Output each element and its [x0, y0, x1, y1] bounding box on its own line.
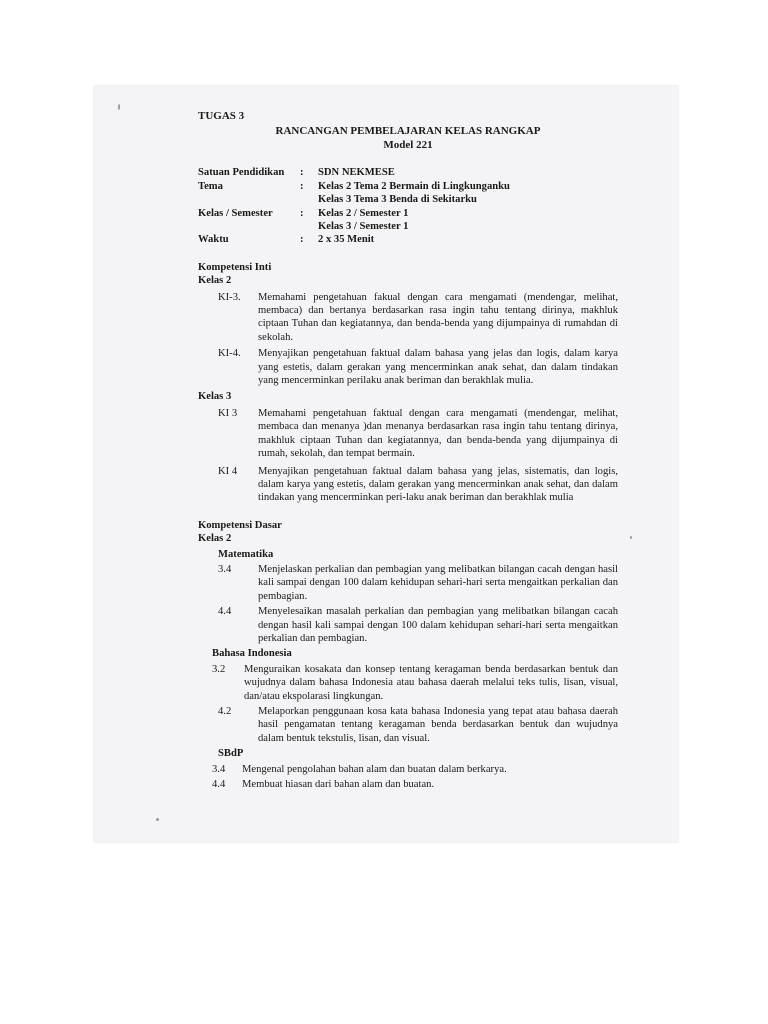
meta-value: 2 x 35 Menit: [318, 234, 375, 246]
meta-value: Kelas 3 / Semester 1: [318, 221, 409, 233]
kd-item: [198, 663, 618, 703]
ki-text: Menyajikan pengetahuan faktual dalam bahasa yang jelas dan logis, dalam karya yang estetis, dalam gerakan yang mencerminkan anak sehat, dan dalam tindakan yang mencerminkan perilaku anak beriman dan berakhlak mulia.: [258, 348, 618, 387]
kd-text: Menjelaskan perkalian dan pembagian yang melibatkan bilangan cacah dengan hasil kali sampai dengan 100 dalam kehidupan sehari-hari serta mengaitkan perkalian dan pembagian.: [258, 563, 618, 602]
kd-code: 4.4: [218, 606, 232, 618]
subject-title: Matematika: [218, 548, 274, 560]
meta-block: [198, 166, 618, 246]
meta-values: [318, 207, 618, 234]
kd-item: [198, 763, 618, 776]
kd-item: [198, 563, 618, 603]
kd-item: [198, 778, 618, 791]
kd-text: Membuat hiasan dari bahan alam dan buatan.: [242, 779, 435, 791]
kd-code: 4.4: [212, 779, 226, 791]
meta-colon: :: [300, 167, 304, 179]
ki-item: [198, 347, 618, 387]
kd-text: Mengenal pengolahan bahan alam dan buatan dalam berkarya.: [242, 763, 507, 775]
ki-text: Memahami pengetahuan fakual dengan cara mengamati (mendengar, melihat, membaca) dan bertanya berdasarkan rasa ingin tahu tentang dirinya, makhluk ciptaan Tuhan dan kegiatannya, dan benda-benda yang dijumpainya di rumahdan di sekolah.: [258, 291, 618, 343]
kd-text: Menyelesaikan masalah perkalian dan pembagian yang melibatkan bilangan cacah dengan hasil kali sampai dengan 100 dalam kehidupan sehari-hari serta mengaitkan perkalian dan pembagian.: [258, 606, 618, 644]
meta-values: [318, 233, 618, 246]
scanned-page: [94, 86, 678, 842]
ki-item: [198, 407, 618, 461]
meta-row-waktu: [198, 233, 618, 246]
kd-text: Menguraikan kosakata dan konsep tentang keragaman benda berdasarkan bentuk dan wujudnya dalam bahasa Indonesia atau bahasa daerah melalui teks tulis, lisan, visual, dan/atau ekspolarasi lingkungan.: [244, 663, 618, 702]
meta-row-kelas-semester: [198, 207, 618, 234]
ki-code: KI-3.: [218, 291, 241, 303]
kompetensi-dasar-title: Kompetensi Dasar: [198, 519, 282, 531]
ki-class-title: Kelas 3: [198, 390, 232, 402]
document-label: TUGAS 3: [198, 110, 245, 122]
meta-row-tema: [198, 180, 618, 207]
kd-code: 3.2: [212, 663, 226, 675]
kd-code: 3.4: [212, 763, 226, 775]
meta-value: Kelas 3 Tema 3 Benda di Sekitarku: [318, 194, 477, 206]
meta-value: SDN NEKMESE: [318, 167, 395, 179]
meta-colon: :: [300, 207, 304, 219]
kd-code: 3.4: [218, 563, 232, 575]
kompetensi-inti-title: Kompetensi Inti: [198, 261, 272, 273]
meta-colon: :: [300, 234, 304, 246]
meta-colon: :: [300, 180, 304, 192]
ki-code: KI 4: [218, 465, 238, 477]
ki-text: Menyajikan pengetahuan faktual dalam bahasa yang jelas, sistematis, dan logis, dalam karya yang estetis, dalam gerakan yang mencerminkan anak sehat, dan dalam tindakan yang mencerminkan peri-laku anak beriman dan berakhlak mulia: [258, 465, 618, 504]
ki-text: Memahami pengetahuan faktual dengan cara mengamati (mendengar, melihat, membaca dan menanya )dan menanya berdasarkan rasa ingin tahu tentang dirinya, makhluk ciptaan Tuhan dan kegiatannya, dan benda-benda yang dijumpainya di rumah, sekolah, dan tempat bermain.: [258, 407, 618, 460]
subject-title: Bahasa Indonesia: [212, 648, 292, 660]
document-subtitle: Model 221: [383, 139, 433, 152]
scan-speck: [118, 104, 120, 110]
kd-class-title: Kelas 2: [198, 533, 232, 545]
kd-item: [198, 605, 618, 645]
ki-code: KI-4.: [218, 348, 241, 360]
ki-class-title: Kelas 2: [198, 275, 232, 287]
ki-item: [198, 291, 618, 345]
meta-key: Tema: [198, 180, 223, 192]
meta-values: [318, 166, 618, 179]
meta-key: Kelas / Semester: [198, 207, 273, 219]
meta-value: Kelas 2 Tema 2 Bermain di Lingkunganku: [318, 180, 510, 192]
meta-key: Satuan Pendidikan: [198, 167, 285, 179]
kd-text: Melaporkan penggunaan kosa kata bahasa Indonesia yang tepat atau bahasa daerah hasil pengamatan tentang keragaman benda berdasarkan bentuk dan wujudnya dalam bentuk tekstulis, lisan, dan visual.: [258, 706, 618, 744]
meta-value: Kelas 2 / Semester 1: [318, 207, 409, 219]
meta-values: [318, 180, 618, 207]
scan-speck: [156, 818, 159, 821]
kd-code: 4.2: [218, 706, 232, 718]
document-body: [198, 110, 618, 791]
kd-item: [198, 705, 618, 745]
meta-key: Waktu: [198, 234, 229, 246]
scan-speck: [630, 536, 632, 539]
meta-row-satuan: [198, 166, 618, 179]
subject-title: SBdP: [218, 748, 244, 760]
document-title: RANCANGAN PEMBELAJARAN KELAS RANGKAP: [275, 125, 541, 138]
ki-item: [198, 465, 618, 505]
ki-code: KI 3: [218, 407, 238, 419]
